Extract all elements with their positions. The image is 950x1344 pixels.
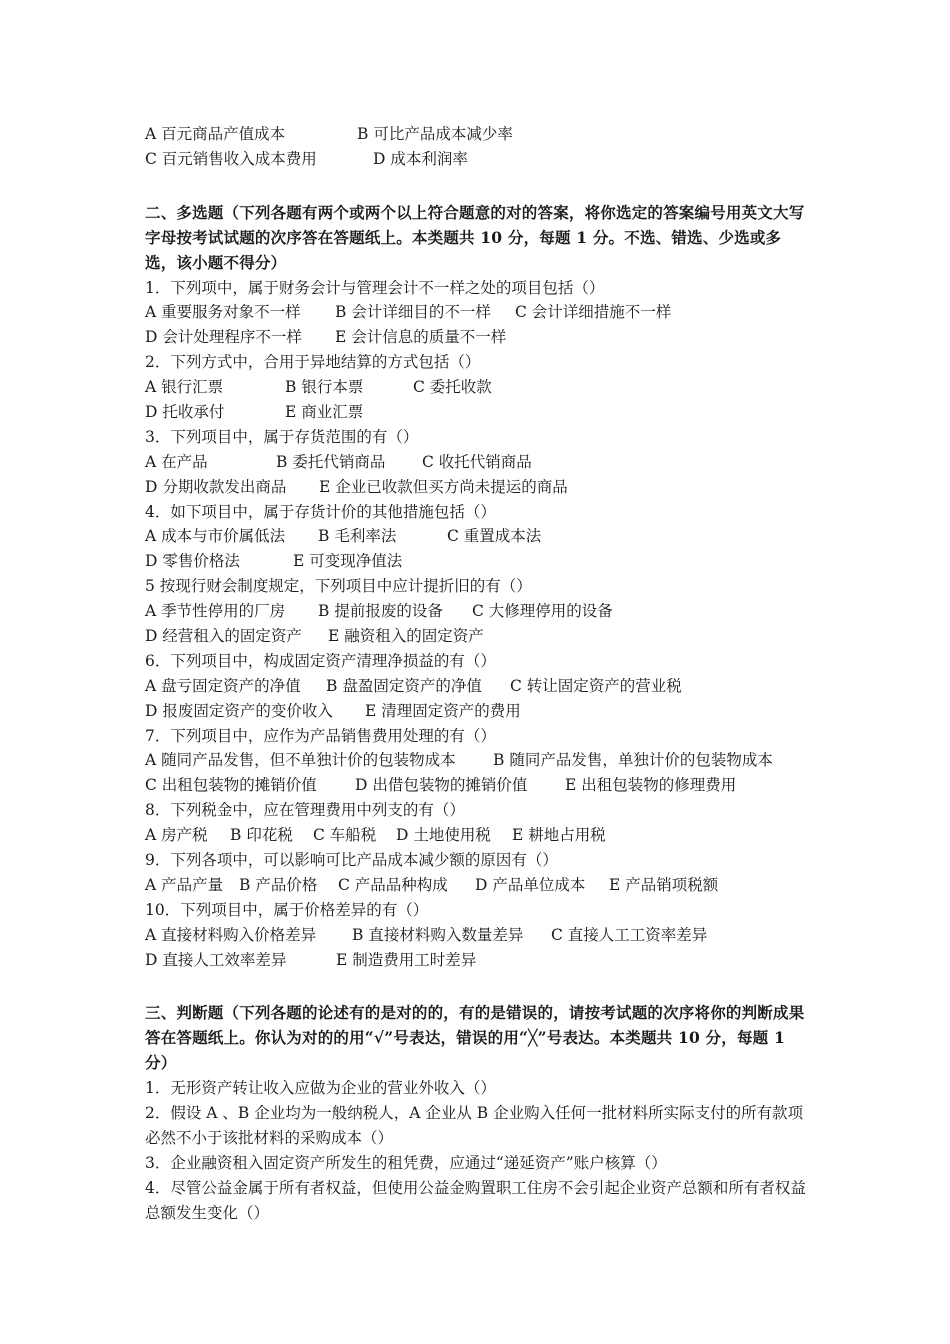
option: E 清理固定资产的费用 <box>365 701 521 720</box>
option-line <box>145 748 810 773</box>
option: E 产品销项税额 <box>609 875 719 894</box>
option: C 车船税 <box>313 826 377 845</box>
option-line <box>145 674 810 699</box>
option-line <box>145 300 810 325</box>
judgment-item: 2．假设 A 、B 企业均为一般纳税人，A 企业从 B 企业购入任何一批材料所实际支付的所有款项必然不小于该批材料的采购成本（） <box>145 1104 804 1147</box>
option: C 转让固定资产的营业税 <box>510 676 682 695</box>
option-line <box>145 524 810 549</box>
option: C 直接人工工资率差异 <box>551 925 708 944</box>
question: 6．下列项目中，构成固定资产清理净损益的有（） <box>145 651 496 670</box>
question: 7．下列项目中，应作为产品销售费用处理的有（） <box>145 726 496 745</box>
option-line <box>145 375 810 400</box>
option: B 银行本票 <box>285 378 364 397</box>
option: B 毛利率法 <box>318 527 397 546</box>
option-line <box>145 475 810 500</box>
option: C 大修理停用的设备 <box>472 602 613 621</box>
question: 9．下列各项中，可以影响可比产品成本减少额的原因有（） <box>145 850 558 869</box>
question: 10．下列项目中，属于价格差异的有（） <box>145 900 429 919</box>
option: E 企业已收款但买方尚未提运的商品 <box>319 477 568 496</box>
judgment-item: 4．尽管公益金属于所有者权益，但使用公益金购置职工住房不会引起企业资产总额和所有者权益总额发生变化（） <box>145 1178 806 1222</box>
section-2-heading: 二、多选题（下列各题有两个或两个以上符合题意的对的答案，将你选定的答案编号用英文大写字母按考试试题的次序答在答题纸上。本类题共 10 分，每题 1 分。不选、错选、少选或多选，该小题不得分） <box>145 202 805 272</box>
option-line <box>145 122 810 147</box>
option: D 出借包装物的摊销价值 <box>355 776 528 795</box>
option-line <box>145 549 810 574</box>
option-line <box>145 599 810 624</box>
option: D 报废固定资产的变价收入 <box>145 701 333 720</box>
option: A 季节性停用的厂房 <box>145 602 286 621</box>
section-3-heading: 三、判断题（下列各题的论述有的是对的的，有的是错误的，请按考试题的次序将你的判断成果答在答题纸上。你认为对的的用“√”号表达，错误的用“╳”号表达。本类题共 10 分，每题 1 分） <box>145 1003 805 1073</box>
option: E 商业汇票 <box>285 402 364 421</box>
option: E 可变现净值法 <box>293 552 403 571</box>
option: E 出租包装物的修理费用 <box>565 776 737 795</box>
option: E 制造费用工时差异 <box>336 950 477 969</box>
option: D 直接人工效率差异 <box>145 950 287 969</box>
option: A 百元商品产值成本 <box>145 125 286 143</box>
option: B 会计详细目的不一样 <box>335 303 491 322</box>
option: C 会计详细措施不一样 <box>515 303 672 322</box>
option: A 在产品 <box>145 452 208 471</box>
option-line <box>145 699 810 724</box>
option: A 重要服务对象不一样 <box>145 303 301 322</box>
option: E 会计信息的质量不一样 <box>335 328 507 347</box>
option: B 随同产品发售，单独计价的包装物成本 <box>493 751 773 770</box>
option-line <box>145 873 810 898</box>
question: 4．如下项目中，属于存货计价的其他措施包括（） <box>145 502 496 521</box>
option: A 盘亏固定资产的净值 <box>145 676 301 695</box>
option: D 土地使用税 <box>396 826 491 845</box>
option: E 耕地占用税 <box>512 826 606 845</box>
option: A 随同产品发售，但不单独计价的包装物成本 <box>145 751 456 770</box>
judgment-item: 3．企业融资租入固定资产所发生的租凭费，应通过“递延资产”账户核算（） <box>145 1153 667 1172</box>
option: D 成本利润率 <box>373 149 468 168</box>
option: B 印花税 <box>230 826 293 845</box>
question: 5 按现行财会制度规定，下列项目中应计提折旧的有（） <box>145 577 532 596</box>
option: A 直接材料购入价格差异 <box>145 925 317 944</box>
option: D 产品单位成本 <box>475 875 586 894</box>
option-line <box>145 948 810 973</box>
option: D 经营租入的固定资产 <box>145 626 302 645</box>
option-line <box>145 923 810 948</box>
option-line <box>145 450 810 475</box>
option-line <box>145 773 810 798</box>
option-line <box>145 400 810 425</box>
option: C 收托代销商品 <box>422 452 532 471</box>
option-line <box>145 624 810 649</box>
option: A 银行汇票 <box>145 378 224 397</box>
option: D 零售价格法 <box>145 552 240 571</box>
option: A 成本与市价属低法 <box>145 527 286 546</box>
question: 3．下列项目中，属于存货范围的有（） <box>145 427 419 446</box>
option: A 产品产量 <box>145 875 224 894</box>
option: B 直接材料购入数量差异 <box>352 925 524 944</box>
option: C 百元销售收入成本费用 <box>145 149 317 168</box>
option: B 产品价格 <box>239 875 318 894</box>
option: A 房产税 <box>145 826 208 845</box>
question: 2．下列方式中，合用于异地结算的方式包括（） <box>145 353 481 372</box>
document-body <box>145 122 810 1226</box>
option: D 会计处理程序不一样 <box>145 328 302 347</box>
option: E 融资租入的固定资产 <box>328 626 484 645</box>
option: D 托收承付 <box>145 402 225 421</box>
option: C 重置成本法 <box>447 527 542 546</box>
option: C 出租包装物的摊销价值 <box>145 776 317 795</box>
option: B 可比产品成本减少率 <box>357 125 513 143</box>
judgment-item: 1．无形资产转让收入应做为企业的营业外收入（） <box>145 1079 496 1098</box>
option: B 委托代销商品 <box>276 452 386 471</box>
option-line <box>145 823 810 848</box>
option: B 提前报废的设备 <box>318 602 443 621</box>
option: C 委托收款 <box>413 378 492 397</box>
option: C 产品品种构成 <box>338 875 448 894</box>
question: 8．下列税金中，应在管理费用中列支的有（） <box>145 801 465 820</box>
option: B 盘盈固定资产的净值 <box>326 676 482 695</box>
option: D 分期收款发出商品 <box>145 477 287 496</box>
question: 1．下列项中，属于财务会计与管理会计不一样之处的项目包括（） <box>145 278 605 297</box>
option-line <box>145 325 810 350</box>
option-line <box>145 147 810 172</box>
